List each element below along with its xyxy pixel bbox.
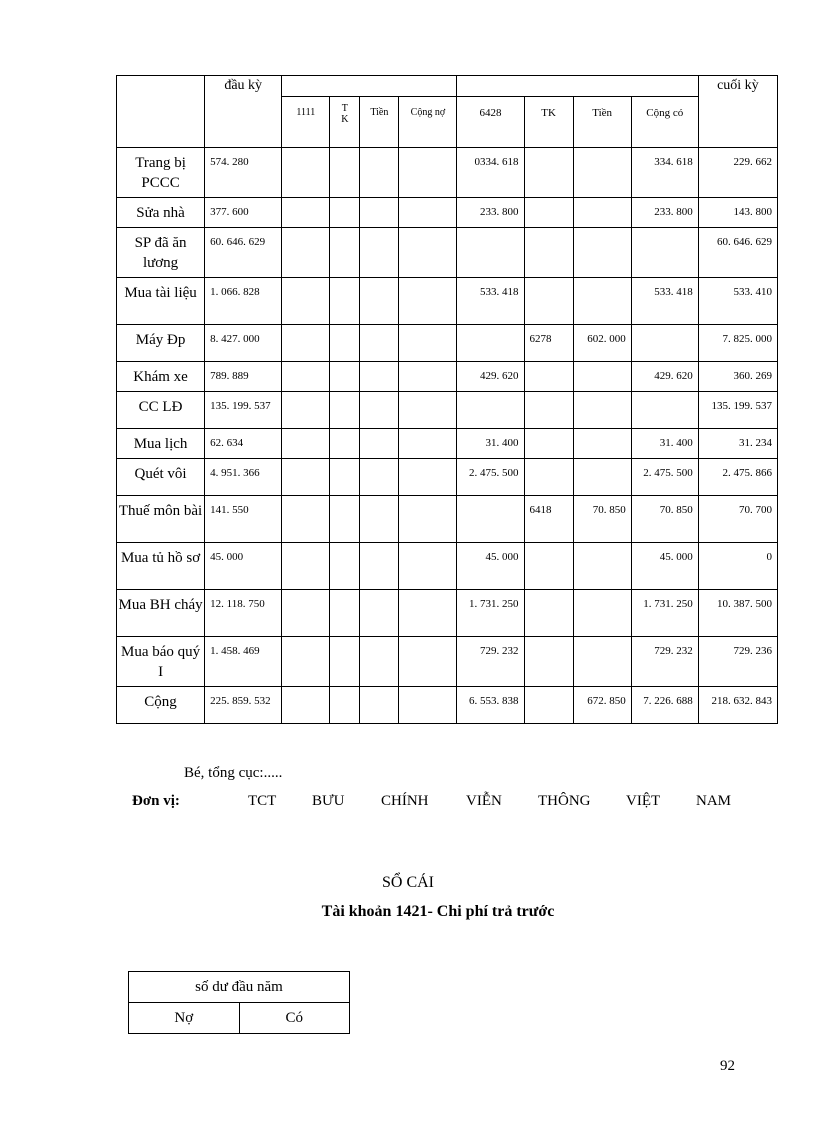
cell-cong-no <box>399 278 457 325</box>
cell-cuoi-ky: 0 <box>698 543 777 590</box>
cell-tien-credit <box>573 590 631 637</box>
table-row <box>117 637 778 687</box>
row-label: Quét vôi <box>117 459 205 496</box>
header-6428: 6428 <box>457 97 524 148</box>
cell-tien-debit <box>360 148 399 198</box>
row-label: Thuế môn bài <box>117 496 205 543</box>
cell-dau-ky: 574. 280 <box>205 148 282 198</box>
cell-6428 <box>457 325 524 362</box>
cell-6428: 31. 400 <box>457 429 524 459</box>
cell-cong-no <box>399 392 457 429</box>
cell-tien-debit <box>360 325 399 362</box>
cell-tien-debit <box>360 637 399 687</box>
cell-dau-ky: 8. 427. 000 <box>205 325 282 362</box>
cell-tk-debit <box>330 429 360 459</box>
cell-tk-credit: 6418 <box>524 496 573 543</box>
ministry-line: Bé, tổng cục:..... <box>184 765 283 781</box>
row-label: Mua tủ hồ sơ <box>117 543 205 590</box>
header-tk-credit: TK <box>524 97 573 148</box>
header-tk-debit: T K <box>330 97 360 148</box>
cell-cong-co: 334. 618 <box>631 148 698 198</box>
cell-tk-debit <box>330 543 360 590</box>
cell-tk-debit <box>330 687 360 724</box>
cell-tk-credit <box>524 590 573 637</box>
row-label: Mua BH cháy <box>117 590 205 637</box>
cell-tk-debit <box>330 637 360 687</box>
cell-tk-credit <box>524 543 573 590</box>
cell-cuoi-ky: 135. 199. 537 <box>698 392 777 429</box>
table-row <box>117 392 778 429</box>
cell-tien-debit <box>360 459 399 496</box>
cell-1111 <box>282 687 330 724</box>
cell-cong-co: 1. 731. 250 <box>631 590 698 637</box>
cell-dau-ky: 45. 000 <box>205 543 282 590</box>
table-row <box>117 278 778 325</box>
row-label: CC LĐ <box>117 392 205 429</box>
cell-cong-co: 45. 000 <box>631 543 698 590</box>
cell-1111 <box>282 590 330 637</box>
cell-tk-credit <box>524 198 573 228</box>
cell-1111 <box>282 228 330 278</box>
org-word-6: VIỆT <box>626 793 661 809</box>
cell-cong-co: 7. 226. 688 <box>631 687 698 724</box>
cell-1111 <box>282 392 330 429</box>
cell-6428: 533. 418 <box>457 278 524 325</box>
cell-cong-no <box>399 543 457 590</box>
table-row <box>117 590 778 637</box>
cell-tien-debit <box>360 496 399 543</box>
cell-tien-credit <box>573 637 631 687</box>
cell-dau-ky: 135. 199. 537 <box>205 392 282 429</box>
cell-cong-no <box>399 590 457 637</box>
cell-dau-ky: 377. 600 <box>205 198 282 228</box>
table-row <box>117 543 778 590</box>
org-word-5: THÔNG <box>538 793 591 809</box>
table-row <box>117 362 778 392</box>
org-word-7: NAM <box>696 793 732 809</box>
cell-tien-credit <box>573 459 631 496</box>
header-blank <box>117 76 205 148</box>
header-tien-credit: Tiền <box>573 97 631 148</box>
table-row <box>117 429 778 459</box>
balance-credit: Có <box>239 1003 350 1034</box>
row-label: Máy Đp <box>117 325 205 362</box>
header-cong-co: Cộng có <box>631 97 698 148</box>
row-label: SP đã ăn lương <box>117 228 205 278</box>
cell-6428: 0334. 618 <box>457 148 524 198</box>
cell-tien-credit <box>573 392 631 429</box>
org-label: Đơn vị: <box>132 793 180 809</box>
cell-cong-no <box>399 429 457 459</box>
org-word-4: VIỄN <box>466 793 502 809</box>
row-label: Mua báo quý I <box>117 637 205 687</box>
cell-tien-credit <box>573 429 631 459</box>
row-label: Khám xe <box>117 362 205 392</box>
cell-tk-debit <box>330 228 360 278</box>
cell-tk-credit: 6278 <box>524 325 573 362</box>
cell-tien-debit <box>360 687 399 724</box>
header-cuoi-ky: cuối kỳ <box>698 76 777 148</box>
cell-tk-debit <box>330 496 360 543</box>
cell-1111 <box>282 637 330 687</box>
header-1111: 1111 <box>282 97 330 148</box>
table-row <box>117 496 778 543</box>
header-dau-ky: đầu kỳ <box>205 76 282 148</box>
cell-cuoi-ky: 533. 410 <box>698 278 777 325</box>
cell-dau-ky: 12. 118. 750 <box>205 590 282 637</box>
total-row <box>117 687 778 724</box>
cell-cuoi-ky: 229. 662 <box>698 148 777 198</box>
cell-1111 <box>282 278 330 325</box>
balance-table <box>128 971 350 1034</box>
cell-tien-debit <box>360 198 399 228</box>
cell-6428: 2. 475. 500 <box>457 459 524 496</box>
cell-tien-credit <box>573 148 631 198</box>
table-row <box>117 325 778 362</box>
cell-tien-debit <box>360 278 399 325</box>
cell-dau-ky: 789. 889 <box>205 362 282 392</box>
ledger-title: SỔ CÁI <box>381 874 434 891</box>
cell-6428 <box>457 496 524 543</box>
account-title: Tài khoản 1421- Chi phí trả trước <box>321 903 555 920</box>
cell-6428: 6. 553. 838 <box>457 687 524 724</box>
cell-6428: 233. 800 <box>457 198 524 228</box>
cell-tk-credit <box>524 228 573 278</box>
cell-tien-credit <box>573 198 631 228</box>
cell-cong-co: 729. 232 <box>631 637 698 687</box>
cell-1111 <box>282 543 330 590</box>
cell-cong-co: 533. 418 <box>631 278 698 325</box>
cell-1111 <box>282 325 330 362</box>
cell-dau-ky: 1. 066. 828 <box>205 278 282 325</box>
cell-cuoi-ky: 70. 700 <box>698 496 777 543</box>
cell-tien-credit: 602. 000 <box>573 325 631 362</box>
cell-cuoi-ky: 60. 646. 629 <box>698 228 777 278</box>
cell-cuoi-ky: 2. 475. 866 <box>698 459 777 496</box>
cell-tk-credit <box>524 429 573 459</box>
page-number: 92 <box>720 1058 735 1074</box>
cell-tk-credit <box>524 687 573 724</box>
cell-tk-credit <box>524 637 573 687</box>
header-debit-group <box>282 76 457 97</box>
cell-cong-co: 429. 620 <box>631 362 698 392</box>
cell-cuoi-ky: 10. 387. 500 <box>698 590 777 637</box>
row-label: Mua tài liệu <box>117 278 205 325</box>
cell-tk-credit <box>524 392 573 429</box>
cell-tien-debit <box>360 228 399 278</box>
row-label: Cộng <box>117 687 205 724</box>
header-credit-group <box>457 76 698 97</box>
cell-dau-ky: 1. 458. 469 <box>205 637 282 687</box>
cell-tien-credit <box>573 228 631 278</box>
cell-tien-debit <box>360 362 399 392</box>
cell-cong-no <box>399 362 457 392</box>
cell-1111 <box>282 496 330 543</box>
cell-1111 <box>282 148 330 198</box>
cell-cong-no <box>399 198 457 228</box>
cell-tk-debit <box>330 362 360 392</box>
cell-tk-debit <box>330 392 360 429</box>
table-row <box>117 148 778 198</box>
cell-tk-debit <box>330 459 360 496</box>
row-label: Mua lịch <box>117 429 205 459</box>
cell-cong-co <box>631 228 698 278</box>
cell-cuoi-ky: 218. 632. 843 <box>698 687 777 724</box>
cell-6428: 429. 620 <box>457 362 524 392</box>
cell-tien-debit <box>360 543 399 590</box>
cell-cong-co: 233. 800 <box>631 198 698 228</box>
header-cong-no: Cộng nợ <box>399 97 457 148</box>
cell-6428 <box>457 228 524 278</box>
cell-cong-co: 2. 475. 500 <box>631 459 698 496</box>
cell-1111 <box>282 429 330 459</box>
cell-1111 <box>282 459 330 496</box>
cell-6428: 729. 232 <box>457 637 524 687</box>
row-label: Trang bị PCCC <box>117 148 205 198</box>
cell-tk-debit <box>330 148 360 198</box>
cell-tk-credit <box>524 459 573 496</box>
cell-cong-co: 70. 850 <box>631 496 698 543</box>
cell-dau-ky: 4. 951. 366 <box>205 459 282 496</box>
cell-cuoi-ky: 729. 236 <box>698 637 777 687</box>
cell-cong-no <box>399 228 457 278</box>
ledger-table <box>116 75 778 724</box>
cell-1111 <box>282 362 330 392</box>
cell-tien-debit <box>360 429 399 459</box>
cell-tk-debit <box>330 278 360 325</box>
cell-cong-co <box>631 392 698 429</box>
cell-tien-credit: 672. 850 <box>573 687 631 724</box>
cell-tien-credit <box>573 278 631 325</box>
cell-cuoi-ky: 360. 269 <box>698 362 777 392</box>
table-row <box>117 198 778 228</box>
cell-tk-debit <box>330 198 360 228</box>
table-row <box>117 228 778 278</box>
balance-debit: Nợ <box>129 1003 240 1034</box>
cell-cong-no <box>399 637 457 687</box>
cell-tk-credit <box>524 362 573 392</box>
cell-dau-ky: 60. 646. 629 <box>205 228 282 278</box>
org-word-1: TCT <box>248 793 277 809</box>
cell-tien-credit: 70. 850 <box>573 496 631 543</box>
cell-cong-no <box>399 496 457 543</box>
cell-tk-credit <box>524 148 573 198</box>
cell-6428: 45. 000 <box>457 543 524 590</box>
cell-tk-debit <box>330 325 360 362</box>
cell-cuoi-ky: 31. 234 <box>698 429 777 459</box>
cell-cuoi-ky: 143. 800 <box>698 198 777 228</box>
cell-cong-co: 31. 400 <box>631 429 698 459</box>
cell-tien-debit <box>360 392 399 429</box>
cell-tk-credit <box>524 278 573 325</box>
cell-tien-credit <box>573 543 631 590</box>
ledger-body <box>117 148 778 724</box>
cell-6428: 1. 731. 250 <box>457 590 524 637</box>
cell-cong-no <box>399 325 457 362</box>
cell-tk-debit <box>330 590 360 637</box>
header-tien-debit: Tiền <box>360 97 399 148</box>
cell-6428 <box>457 392 524 429</box>
cell-tien-credit <box>573 362 631 392</box>
cell-1111 <box>282 198 330 228</box>
cell-cuoi-ky: 7. 825. 000 <box>698 325 777 362</box>
org-word-2: BƯU <box>312 793 345 809</box>
row-label: Sửa nhà <box>117 198 205 228</box>
org-word-3: CHÍNH <box>381 793 429 809</box>
cell-dau-ky: 62. 634 <box>205 429 282 459</box>
balance-header: số dư đầu năm <box>129 972 350 1003</box>
cell-cong-no <box>399 148 457 198</box>
cell-dau-ky: 141. 550 <box>205 496 282 543</box>
cell-cong-no <box>399 459 457 496</box>
cell-cong-no <box>399 687 457 724</box>
cell-dau-ky: 225. 859. 532 <box>205 687 282 724</box>
table-row <box>117 459 778 496</box>
cell-cong-co <box>631 325 698 362</box>
cell-tien-debit <box>360 590 399 637</box>
